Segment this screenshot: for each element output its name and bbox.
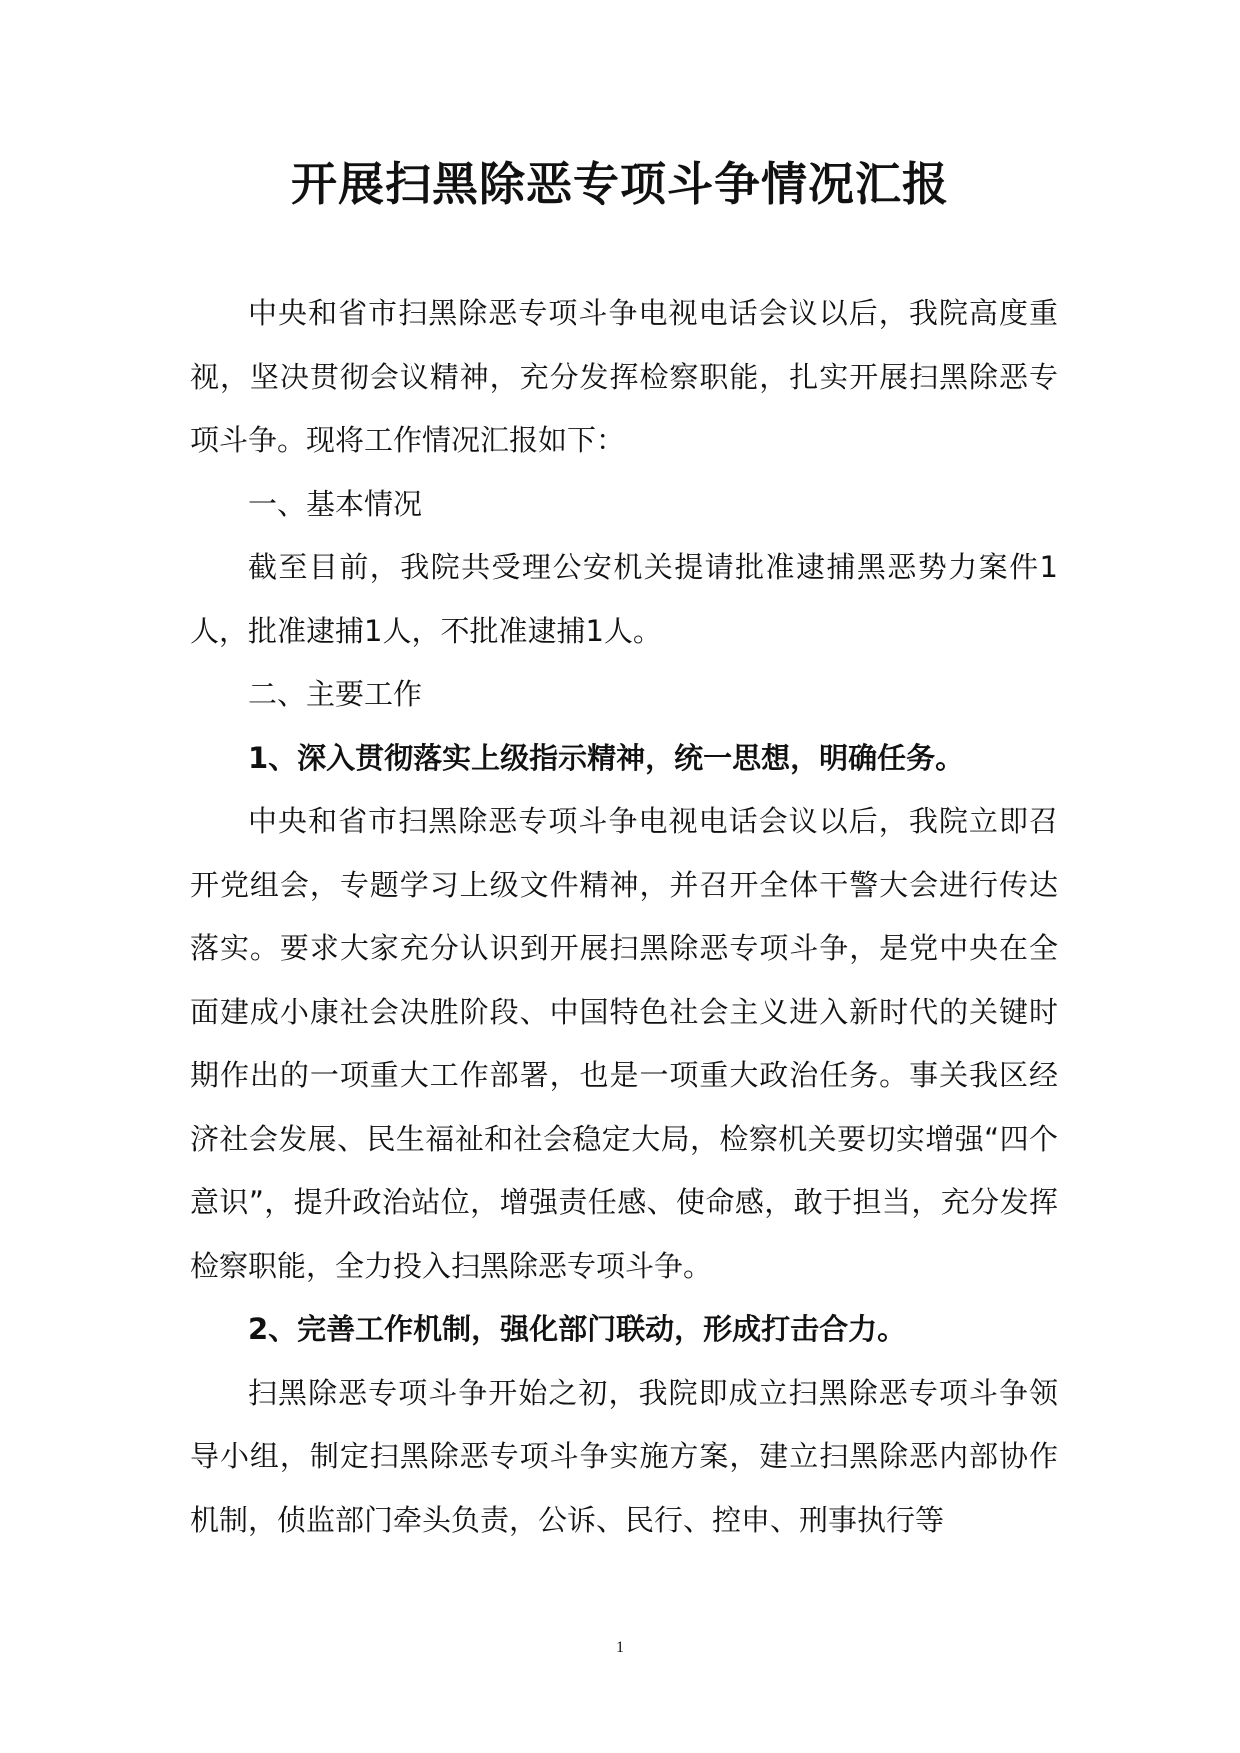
section-heading-basic-situation: 一、基本情况: [248, 486, 423, 521]
subsection-heading-1: 1、深入贯彻落实上级指示精神，统一思想，明确任务。: [248, 740, 965, 775]
document-body: [190, 282, 1058, 1552]
basic-situation-paragraph: 截至目前，我院共受理公安机关提请批准逮捕黑恶势力案件1人，批准逮捕1人，不批准逮捕1人。: [190, 550, 1058, 648]
page-number: 1: [616, 1639, 624, 1656]
document-title: 开展扫黑除恶专项斗争情况汇报: [291, 157, 949, 211]
subsection-paragraph-2: 扫黑除恶专项斗争开始之初，我院即成立扫黑除恶专项斗争领导小组，制定扫黑除恶专项斗争实施方案，建立扫黑除恶内部协作机制，侦监部门牵头负责，公诉、民行、控申、刑事执行等: [190, 1375, 1058, 1537]
subsection-heading-2: 2、完善工作机制，强化部门联动，形成打击合力。: [248, 1312, 907, 1346]
subsection-paragraph-1: 中央和省市扫黑除恶专项斗争电视电话会议以后，我院立即召开党组会，专题学习上级文件精神，并召开全体干警大会进行传达落实。要求大家充分认识到开展扫黑除恶专项斗争，是党中央在全面建成小康社会决胜阶段、中国特色社会主义进入新时代的关键时期作出的一项重大工作部署，也是一项重大政治任务。事关我区经济社会发展、民生福祉和社会稳定大局，检察机关要切实增强“四个意识”，提升政治站位，增强责任感、使命感，敢于担当，充分发挥检察职能，全力投入扫黑除恶专项斗争。: [190, 804, 1058, 1283]
section-heading-main-work: 二、主要工作: [248, 677, 423, 711]
intro-paragraph: 中央和省市扫黑除恶专项斗争电视电话会议以后，我院高度重视，坚决贯彻会议精神，充分发挥检察职能，扎实开展扫黑除恶专项斗争。现将工作情况汇报如下：: [190, 296, 1058, 457]
